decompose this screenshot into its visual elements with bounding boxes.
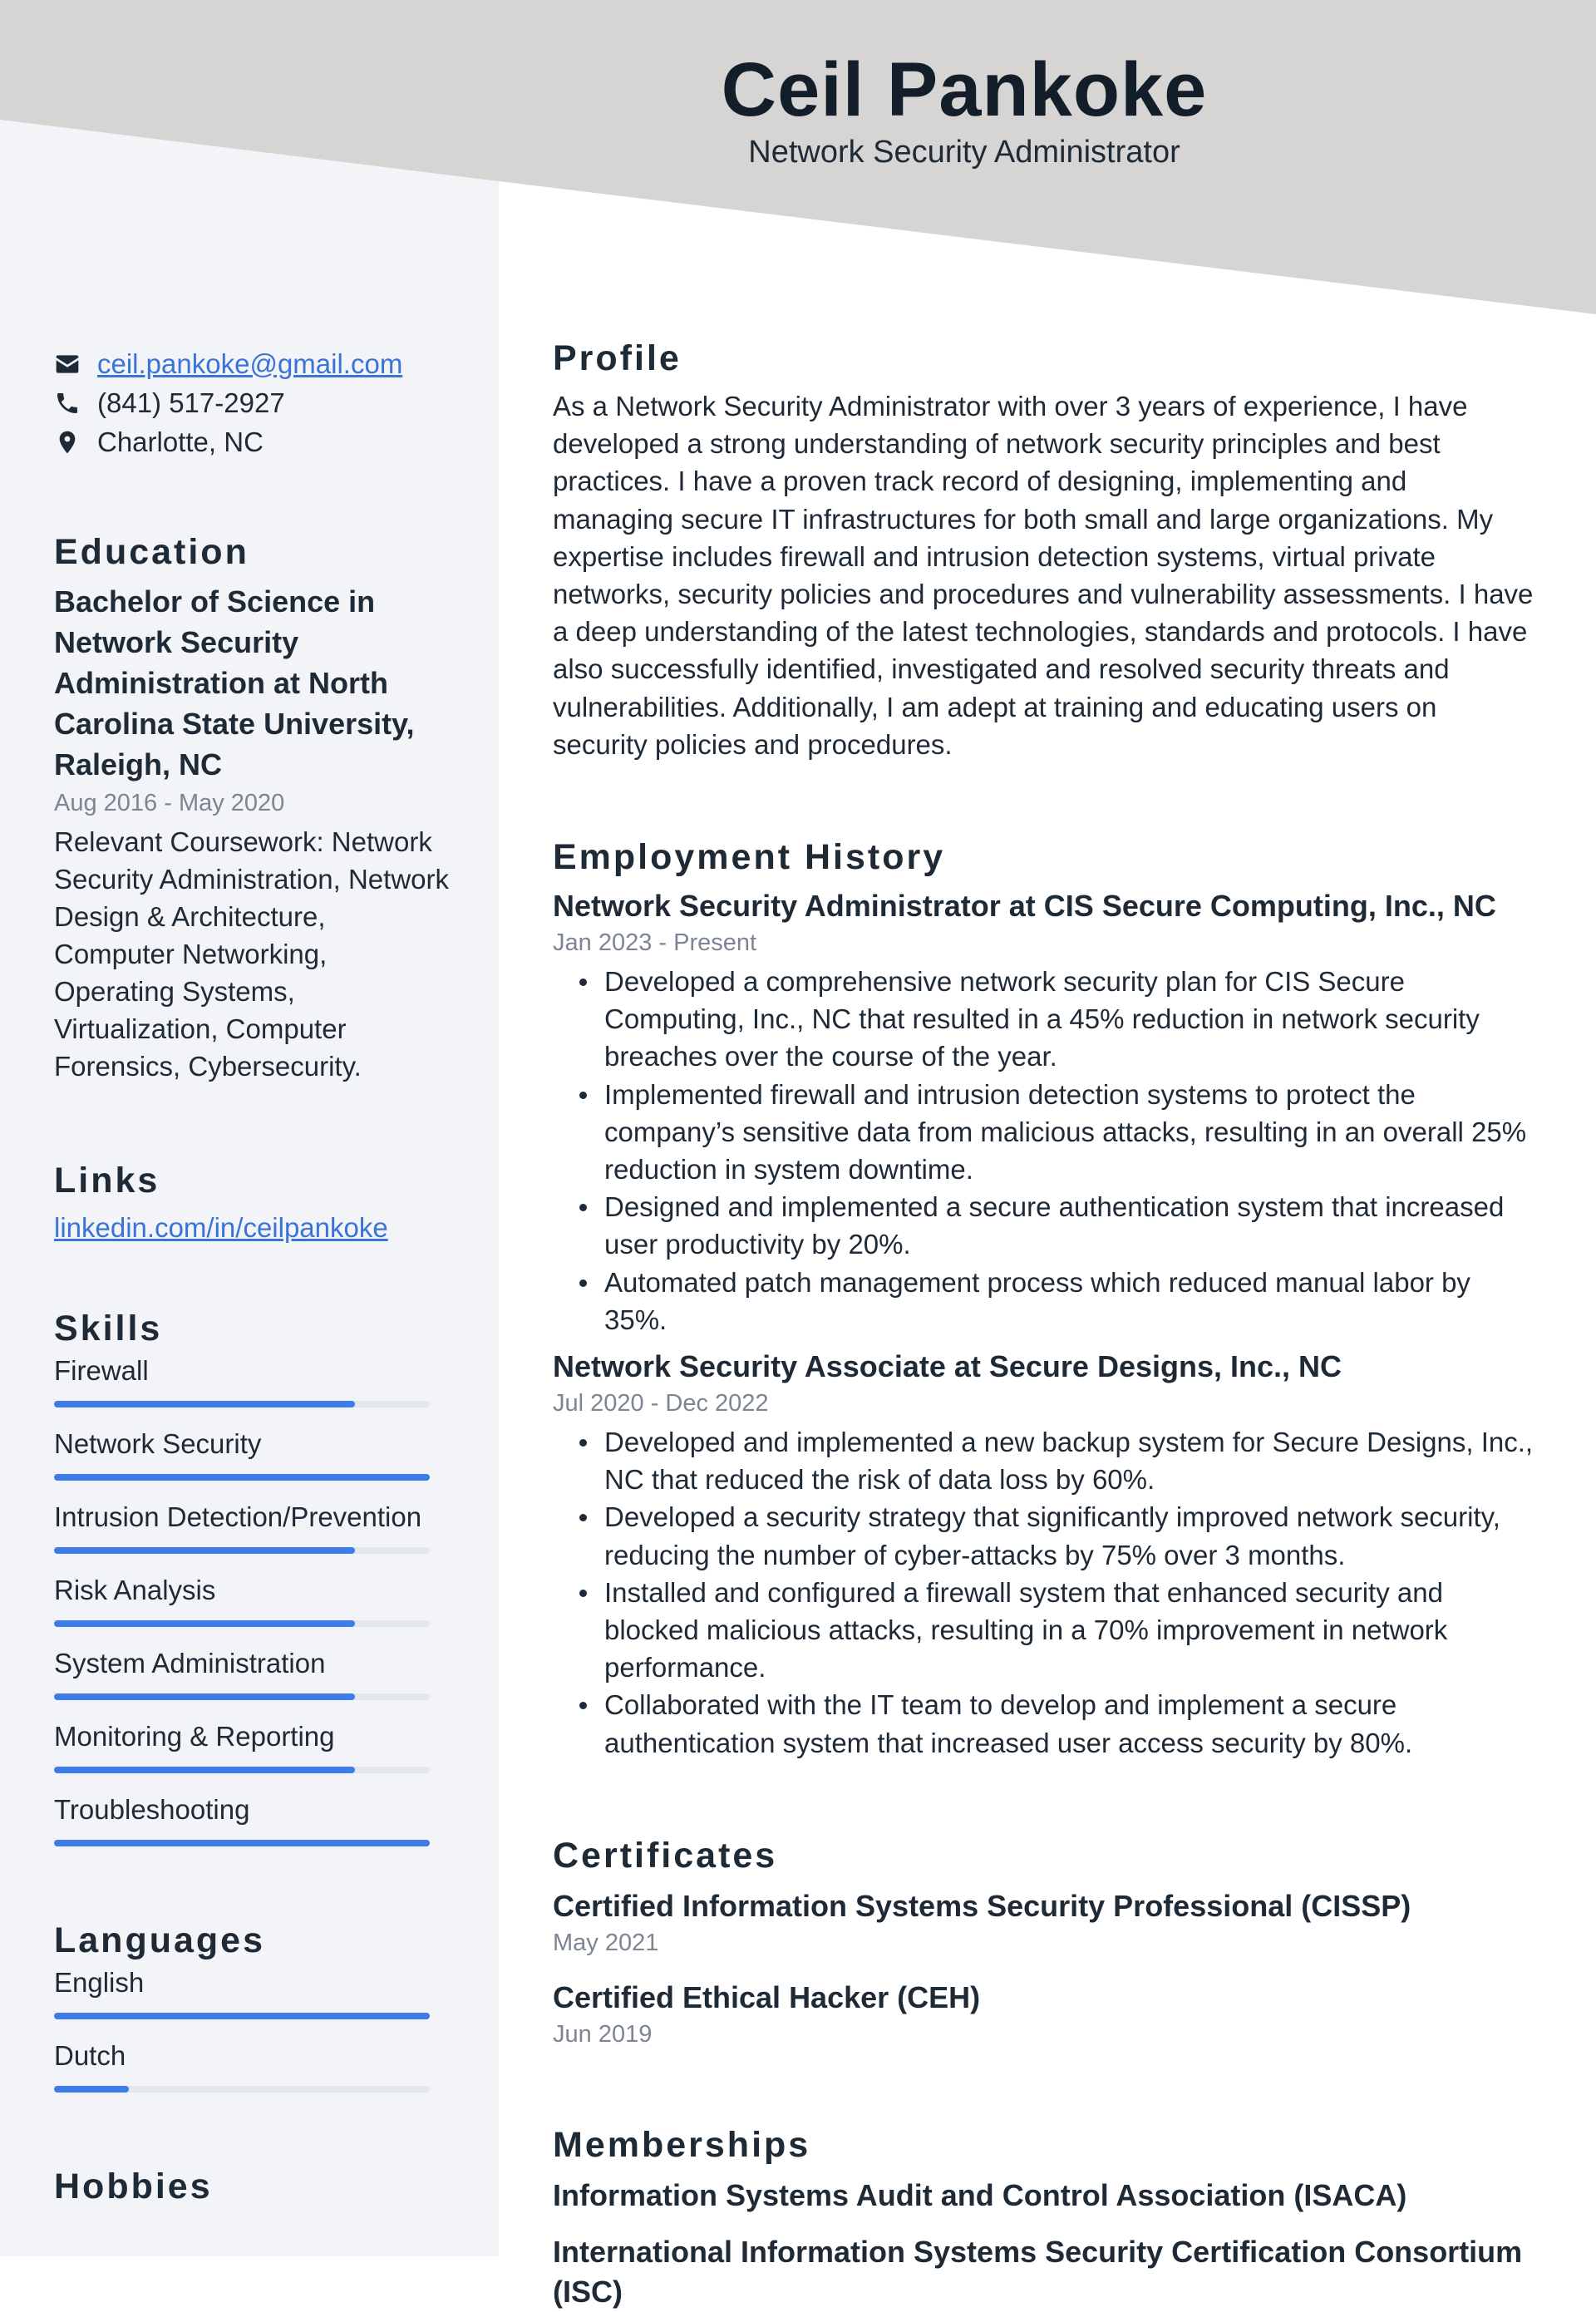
languages-list <box>54 1963 453 2109</box>
job-entry <box>553 886 1534 1338</box>
skill-bar <box>54 1474 430 1481</box>
job-bullet: Designed and implemented a secure authentication system that increased user productivity by 20%. <box>553 1188 1534 1263</box>
education-degree: Bachelor of Science in Network Security Administration at North Carolina State University, Raleigh, NC <box>54 584 415 781</box>
hobbies-heading: Hobbies <box>54 2167 213 2206</box>
skill-item <box>54 1790 453 1863</box>
skill-bar-fill <box>54 1840 430 1846</box>
phone-icon <box>54 390 97 417</box>
job-title: Network Security Administrator at CIS Secure Computing, Inc., NC <box>553 889 1496 924</box>
language-bar-fill <box>54 2086 129 2093</box>
skill-label: Troubleshooting <box>54 1794 250 1825</box>
certificate-item <box>553 1978 1534 2051</box>
main-column <box>553 334 1534 2312</box>
membership-item: International Information Systems Security Certification Consortium (ISC) <box>553 2234 1523 2309</box>
location: Charlotte, NC <box>97 426 264 457</box>
linkedin-link[interactable]: linkedin.com/in/ceilpankoke <box>54 1212 388 1243</box>
skill-label: Network Security <box>54 1428 262 1459</box>
skill-item <box>54 1570 453 1644</box>
skill-item <box>54 1717 453 1790</box>
skill-bar-fill <box>54 1693 355 1700</box>
envelope-icon <box>54 351 97 377</box>
language-bar-fill <box>54 2013 430 2019</box>
job-bullet: Automated patch management process which reduced manual labor by 35%. <box>553 1264 1534 1338</box>
job-bullet: Developed and implemented a new backup system for Secure Designs, Inc., NC that reduced the risk of data loss by 60%. <box>553 1423 1534 1498</box>
skill-item <box>54 1644 453 1717</box>
language-bar <box>54 2086 430 2093</box>
job-bullet: Developed a comprehensive network security plan for CIS Secure Computing, Inc., NC that resulted in a 45% reduction in network security breaches over the course of the year. <box>553 963 1534 1076</box>
certificate-date: Jun 2019 <box>553 2020 653 2048</box>
candidate-name: Ceil Pankoke <box>721 47 1208 132</box>
language-bar <box>54 2013 430 2019</box>
language-label: English <box>54 1967 145 1998</box>
language-item <box>54 1963 453 2036</box>
certificate-item <box>553 1886 1534 1960</box>
skill-bar <box>54 1693 430 1700</box>
job-bullets <box>553 963 1534 1338</box>
contact-block <box>54 344 453 461</box>
employment-heading: Employment History <box>553 837 946 878</box>
skill-label: Firewall <box>54 1355 149 1386</box>
skill-bar <box>54 1767 430 1773</box>
skill-bar-fill <box>54 1474 430 1481</box>
map-pin-icon <box>54 429 97 456</box>
job-bullets <box>553 1423 1534 1762</box>
skill-bar-fill <box>54 1620 355 1627</box>
education-heading: Education <box>54 532 249 572</box>
certificates-heading: Certificates <box>553 1835 778 1876</box>
skill-label: Monitoring & Reporting <box>54 1721 335 1752</box>
skill-bar <box>54 1840 430 1846</box>
contact-phone-row <box>54 383 453 422</box>
job-entry <box>553 1347 1534 1762</box>
contact-email-row <box>54 344 453 383</box>
skills-heading: Skills <box>54 1309 163 1348</box>
skill-bar <box>54 1620 430 1627</box>
job-bullet: Installed and configured a firewall system that enhanced security and blocked malicious attacks, resulting in a 70% improvement in network performance. <box>553 1574 1534 1687</box>
memberships-heading: Memberships <box>553 2124 811 2165</box>
skill-item <box>54 1497 453 1570</box>
skill-bar-fill <box>54 1401 355 1407</box>
job-bullet: Developed a security strategy that significantly improved network security, reducing the number of cyber-attacks by 75% over 3 months. <box>553 1498 1534 1573</box>
job-dates: Jan 2023 - Present <box>553 929 757 957</box>
language-label: Dutch <box>54 2040 126 2071</box>
education-dates: Aug 2016 - May 2020 <box>54 790 285 816</box>
education-coursework: Relevant Coursework: Network Security Administration, Network Design & Architecture, Computer Networking, Operating Systems, Virtualization, Computer Forensics, Cybersecurity. <box>54 826 450 1082</box>
skill-bar-fill <box>54 1547 355 1554</box>
links-heading: Links <box>54 1161 160 1200</box>
profile-heading: Profile <box>553 338 682 378</box>
phone-number: (841) 517-2927 <box>97 387 285 418</box>
candidate-role: Network Security Administrator <box>748 135 1180 170</box>
profile-text: As a Network Security Administrator with over 3 years of experience, I have developed a strong understanding of network security principles and best practices. I have a proven track record of designing, implementing and managing secure IT infrastructures for both small and large organizations. My expertise includes firewall and intrusion detection systems, virtual private networks, security policies and procedures and vulnerability assessments. I have a deep understanding of the latest technologies, standards and protocols. I have also successfully identified, investigated and resolved security threats and vulnerabilities. Additionally, I am adept at training and educating users on security policies and procedures. <box>553 391 1534 760</box>
skills-list <box>54 1351 453 1863</box>
skill-item <box>54 1351 453 1424</box>
contact-location-row <box>54 422 453 461</box>
sidebar <box>54 344 453 2209</box>
membership-item: Information Systems Audit and Control Association (ISACA) <box>553 2177 1407 2212</box>
skill-bar <box>54 1401 430 1407</box>
skill-label: Risk Analysis <box>54 1575 216 1605</box>
skill-label: System Administration <box>54 1648 326 1679</box>
language-item <box>54 2036 453 2109</box>
job-dates: Jul 2020 - Dec 2022 <box>553 1390 769 1417</box>
skill-item <box>54 1424 453 1497</box>
certificate-title: Certified Information Systems Security Professional (CISSP) <box>553 1888 1411 1923</box>
skill-bar-fill <box>54 1767 355 1773</box>
job-bullet: Collaborated with the IT team to develop and implement a secure authentication system that increased user access security by 80%. <box>553 1686 1534 1761</box>
certificate-date: May 2021 <box>553 1929 659 1956</box>
certificate-title: Certified Ethical Hacker (CEH) <box>553 1979 981 2014</box>
job-title: Network Security Associate at Secure Designs, Inc., NC <box>553 1349 1342 1384</box>
languages-heading: Languages <box>54 1920 265 1960</box>
resume-header <box>499 43 1430 171</box>
skill-bar <box>54 1547 430 1554</box>
job-bullet: Implemented firewall and intrusion detection systems to protect the company’s sensitive data from malicious attacks, resulting in an overall 25% reduction in system downtime. <box>553 1076 1534 1189</box>
email-link[interactable]: ceil.pankoke@gmail.com <box>97 348 403 379</box>
skill-label: Intrusion Detection/Prevention <box>54 1501 422 1532</box>
